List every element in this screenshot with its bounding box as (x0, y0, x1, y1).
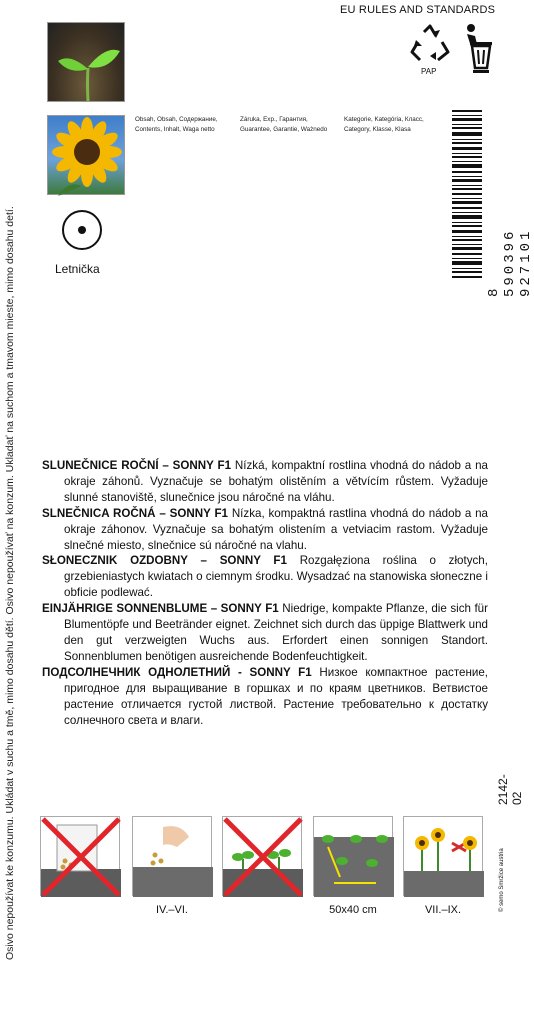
seedling-photo (47, 22, 125, 102)
pap-label: PAP (421, 67, 437, 76)
barcode-number: 8 590396 927101 (486, 228, 534, 297)
annual-label: Letnička (55, 262, 100, 276)
annual-symbol-icon (62, 210, 102, 250)
info-category: Kategorie, Kategória, Класс, Category, Klasse, Klasa (344, 116, 424, 133)
copyright: © semo Smržice austria (499, 848, 505, 912)
bin-disposal-icon (462, 22, 498, 79)
description-ru: ПОДСОЛНЕЧНИК ОДНОЛЕТНИЙ - SONNY F1 Низкое компактное растение, пригодное для выращивание в горшках и по краям цветников. Ветвистое растение отличается густой листвой. Растение требовательно к достатку солнечного света и влаги. (42, 665, 489, 727)
sunflower-photo (47, 115, 125, 195)
storage-warning: Osivo nepoužívat ke konzumu. Ukládat v suchu a tmě, mimo dosahu dětí. Osivo nepoužívať na konzum. Ukladať na suchom a tmavom mieste, mimo dosahu detí. (4, 206, 16, 960)
info-contents: Obsah, Obsah, Содержание, Contents, Inhalt, Waga netto (135, 116, 218, 133)
info-guarantee: Záruka, Exp., Гарантия, Guarantee, Garantie, Ważnedo (240, 116, 328, 133)
step-harvest (403, 816, 483, 896)
step-harvest-label: VII.–IX. (424, 904, 462, 916)
eu-standards: EU RULES AND STANDARDS (340, 4, 496, 16)
step-transplant (222, 816, 302, 896)
step-spacing (313, 816, 393, 896)
step-sow-indoors (40, 816, 120, 896)
product-descriptions (42, 458, 488, 728)
description-sk: SLNEČNICA ROČNÁ – SONNY F1 Nízka, kompaktná rastlina vhodná do nádob a na okraje záhonov. Vyznačuje sa bohatým olistením a vetviacim rastom. Vyžaduje slnečné miesto, slnečnice sú náročné na vlahu. (42, 506, 488, 552)
description-de: EINJÄHRIGE SONNENBLUME – SONNY F1 Niedrige, kompakte Pflanze, die sich für Blumentöpfe und Beetränder eignet. Zeichnet sich durch das üppige Blattwerk und den gut verzweigten Wuchs aus. Erfordert einen sonnigen Standort. Sonnenblumen benötigen ausreichende Bodenfeuchtigkeit. (42, 602, 488, 663)
product-code: 2142-02 (496, 774, 524, 805)
step-sow-outdoors (132, 816, 212, 896)
recycle-icon (410, 24, 450, 69)
step-spacing-label: 50x40 cm (329, 904, 377, 916)
step-sow-outdoors-label: IV.–VI. (155, 904, 188, 916)
description-pl: SŁONECZNIK OZDOBNY – SONNY F1 Rozgałęziona roślina o złotych, grzebieniastych kwiatach o ciemnym środku. Wysadzać na stanowiska słoneczne i obficie podlewać. (42, 554, 488, 600)
description-cz: SLUNEČNICE ROČNÍ – SONNY F1 Nízká, kompaktní rostlina vhodná do nádob a na okraje záhonů. Vyznačuje se bohatým olistěním a větvícím růstem. Vyžaduje slunné stanoviště, slunečnice jsou náročné na vláhu. (42, 459, 488, 504)
